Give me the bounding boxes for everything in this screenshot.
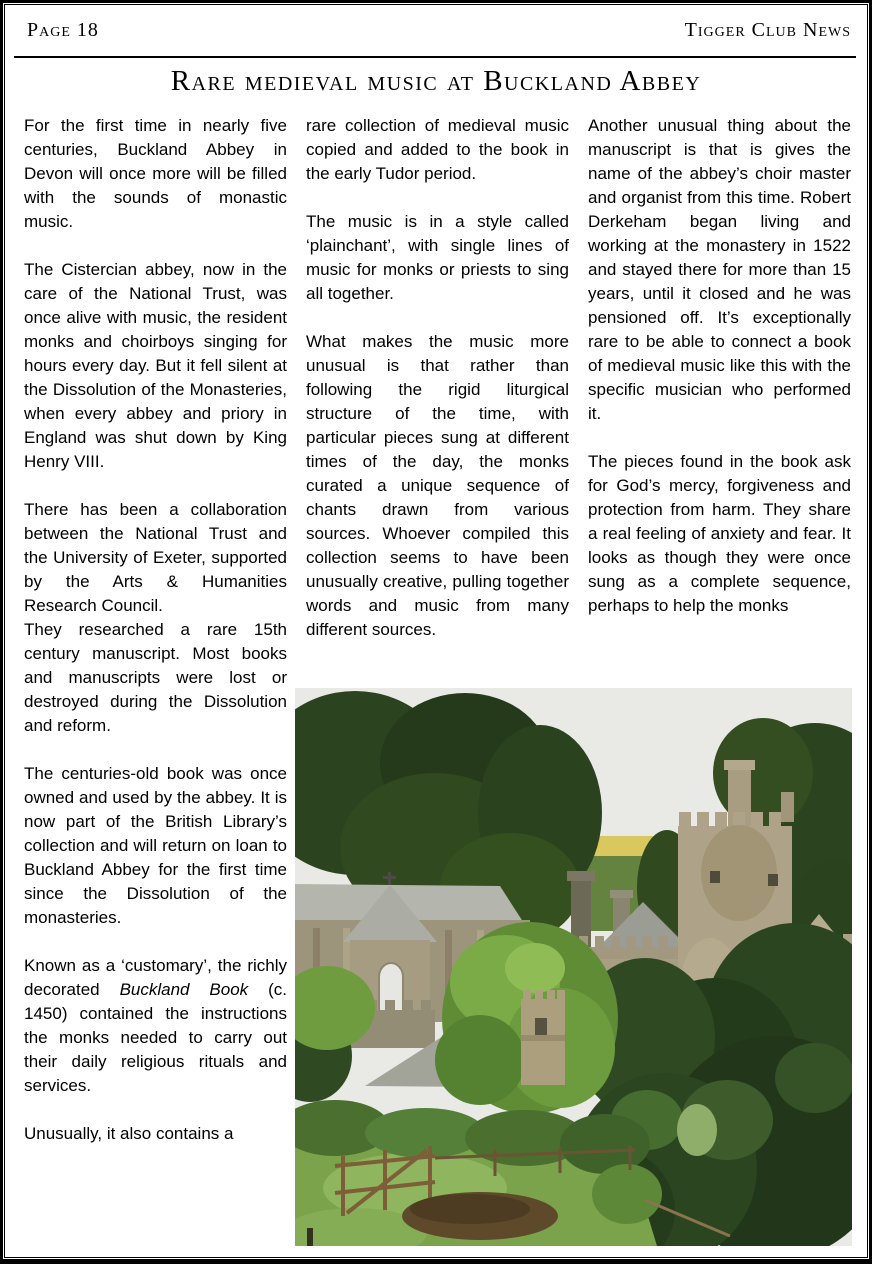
gatehouse-turret <box>521 990 565 1085</box>
paragraph-text: Known as a ‘customary’, the richly decorated <box>24 956 287 999</box>
paragraph: What makes the music more unusual is that rather than following the rigid liturgical structure of the time, with particular pieces sung at different times of the day, the monks curated a unique sequence of chants drawn from various sources. Whoever compiled this collection seems to have been unusually creative, pulling together words and music from many different sources. <box>306 332 569 639</box>
paragraph <box>24 954 287 1098</box>
paragraph: Another unusual thing about the manuscript is that is gives the name of the abbey’s choir master and organist from this time. Robert Derkeham began living and working at the monastery in 1522 and stayed there for more than 15 years, until it closed and he was pensioned off. It’s exceptionally rare to be able to connect a book of medieval music like this with the specific musician who performed it. <box>588 116 851 423</box>
masthead: Tigger Club News <box>684 19 851 41</box>
column-3 <box>588 114 851 642</box>
paragraph: rare collection of medieval music copied and added to the book in the early Tudor period. <box>306 116 569 183</box>
header-divider <box>14 56 856 58</box>
paragraph: The centuries-old book was once owned and used by the abbey. It is now part of the British Library’s collection and will return on loan to Buckland Abbey for the first time since the Dissolution of the monasteries. <box>24 764 287 927</box>
book-title-italic: Buckland Book <box>119 980 249 999</box>
paragraph: The Cistercian abbey, now in the care of the National Trust, was once alive with music, the resident monks and choirboys singing for hours every day. But it fell silent at the Dissolution of the Monasteries, when every abbey and priory in England was shut down by King Henry VIII. <box>24 260 287 471</box>
paragraph: For the first time in nearly five centuries, Buckland Abbey in Devon will once more will be filled with the sounds of monastic music. <box>24 116 287 231</box>
paragraph: They researched a rare 15th century manuscript. Most books and manuscripts were lost or destroyed during the Dissolution and reform. <box>24 620 287 735</box>
abbey-photo <box>295 688 852 1246</box>
page-number: Page 18 <box>27 19 99 41</box>
paragraph: Unusually, it also contains a <box>24 1124 234 1143</box>
paragraph: The music is in a style called ‘plainchant’, with single lines of music for monks or priests to sing all together. <box>306 212 569 303</box>
paragraph: The pieces found in the book ask for God’s mercy, forgiveness and protection from harm. They share a real feeling of anxiety and fear. It looks as though they were once sung as a complete sequence, perhaps to help the monks <box>588 452 851 615</box>
page-header <box>27 19 851 42</box>
article-title: Rare medieval music at Buckland Abbey <box>170 65 702 97</box>
abbey-photo-illustration <box>295 688 852 1246</box>
paragraph: There has been a collaboration between the National Trust and the University of Exeter, supported by the Arts & Humanities Research Council. <box>24 500 287 615</box>
column-2 <box>306 114 569 666</box>
column-1 <box>24 114 287 1170</box>
paragraph-text: (c. 1450) contained the instructions the monks needed to carry out their daily religious rituals and services. <box>24 980 288 1095</box>
